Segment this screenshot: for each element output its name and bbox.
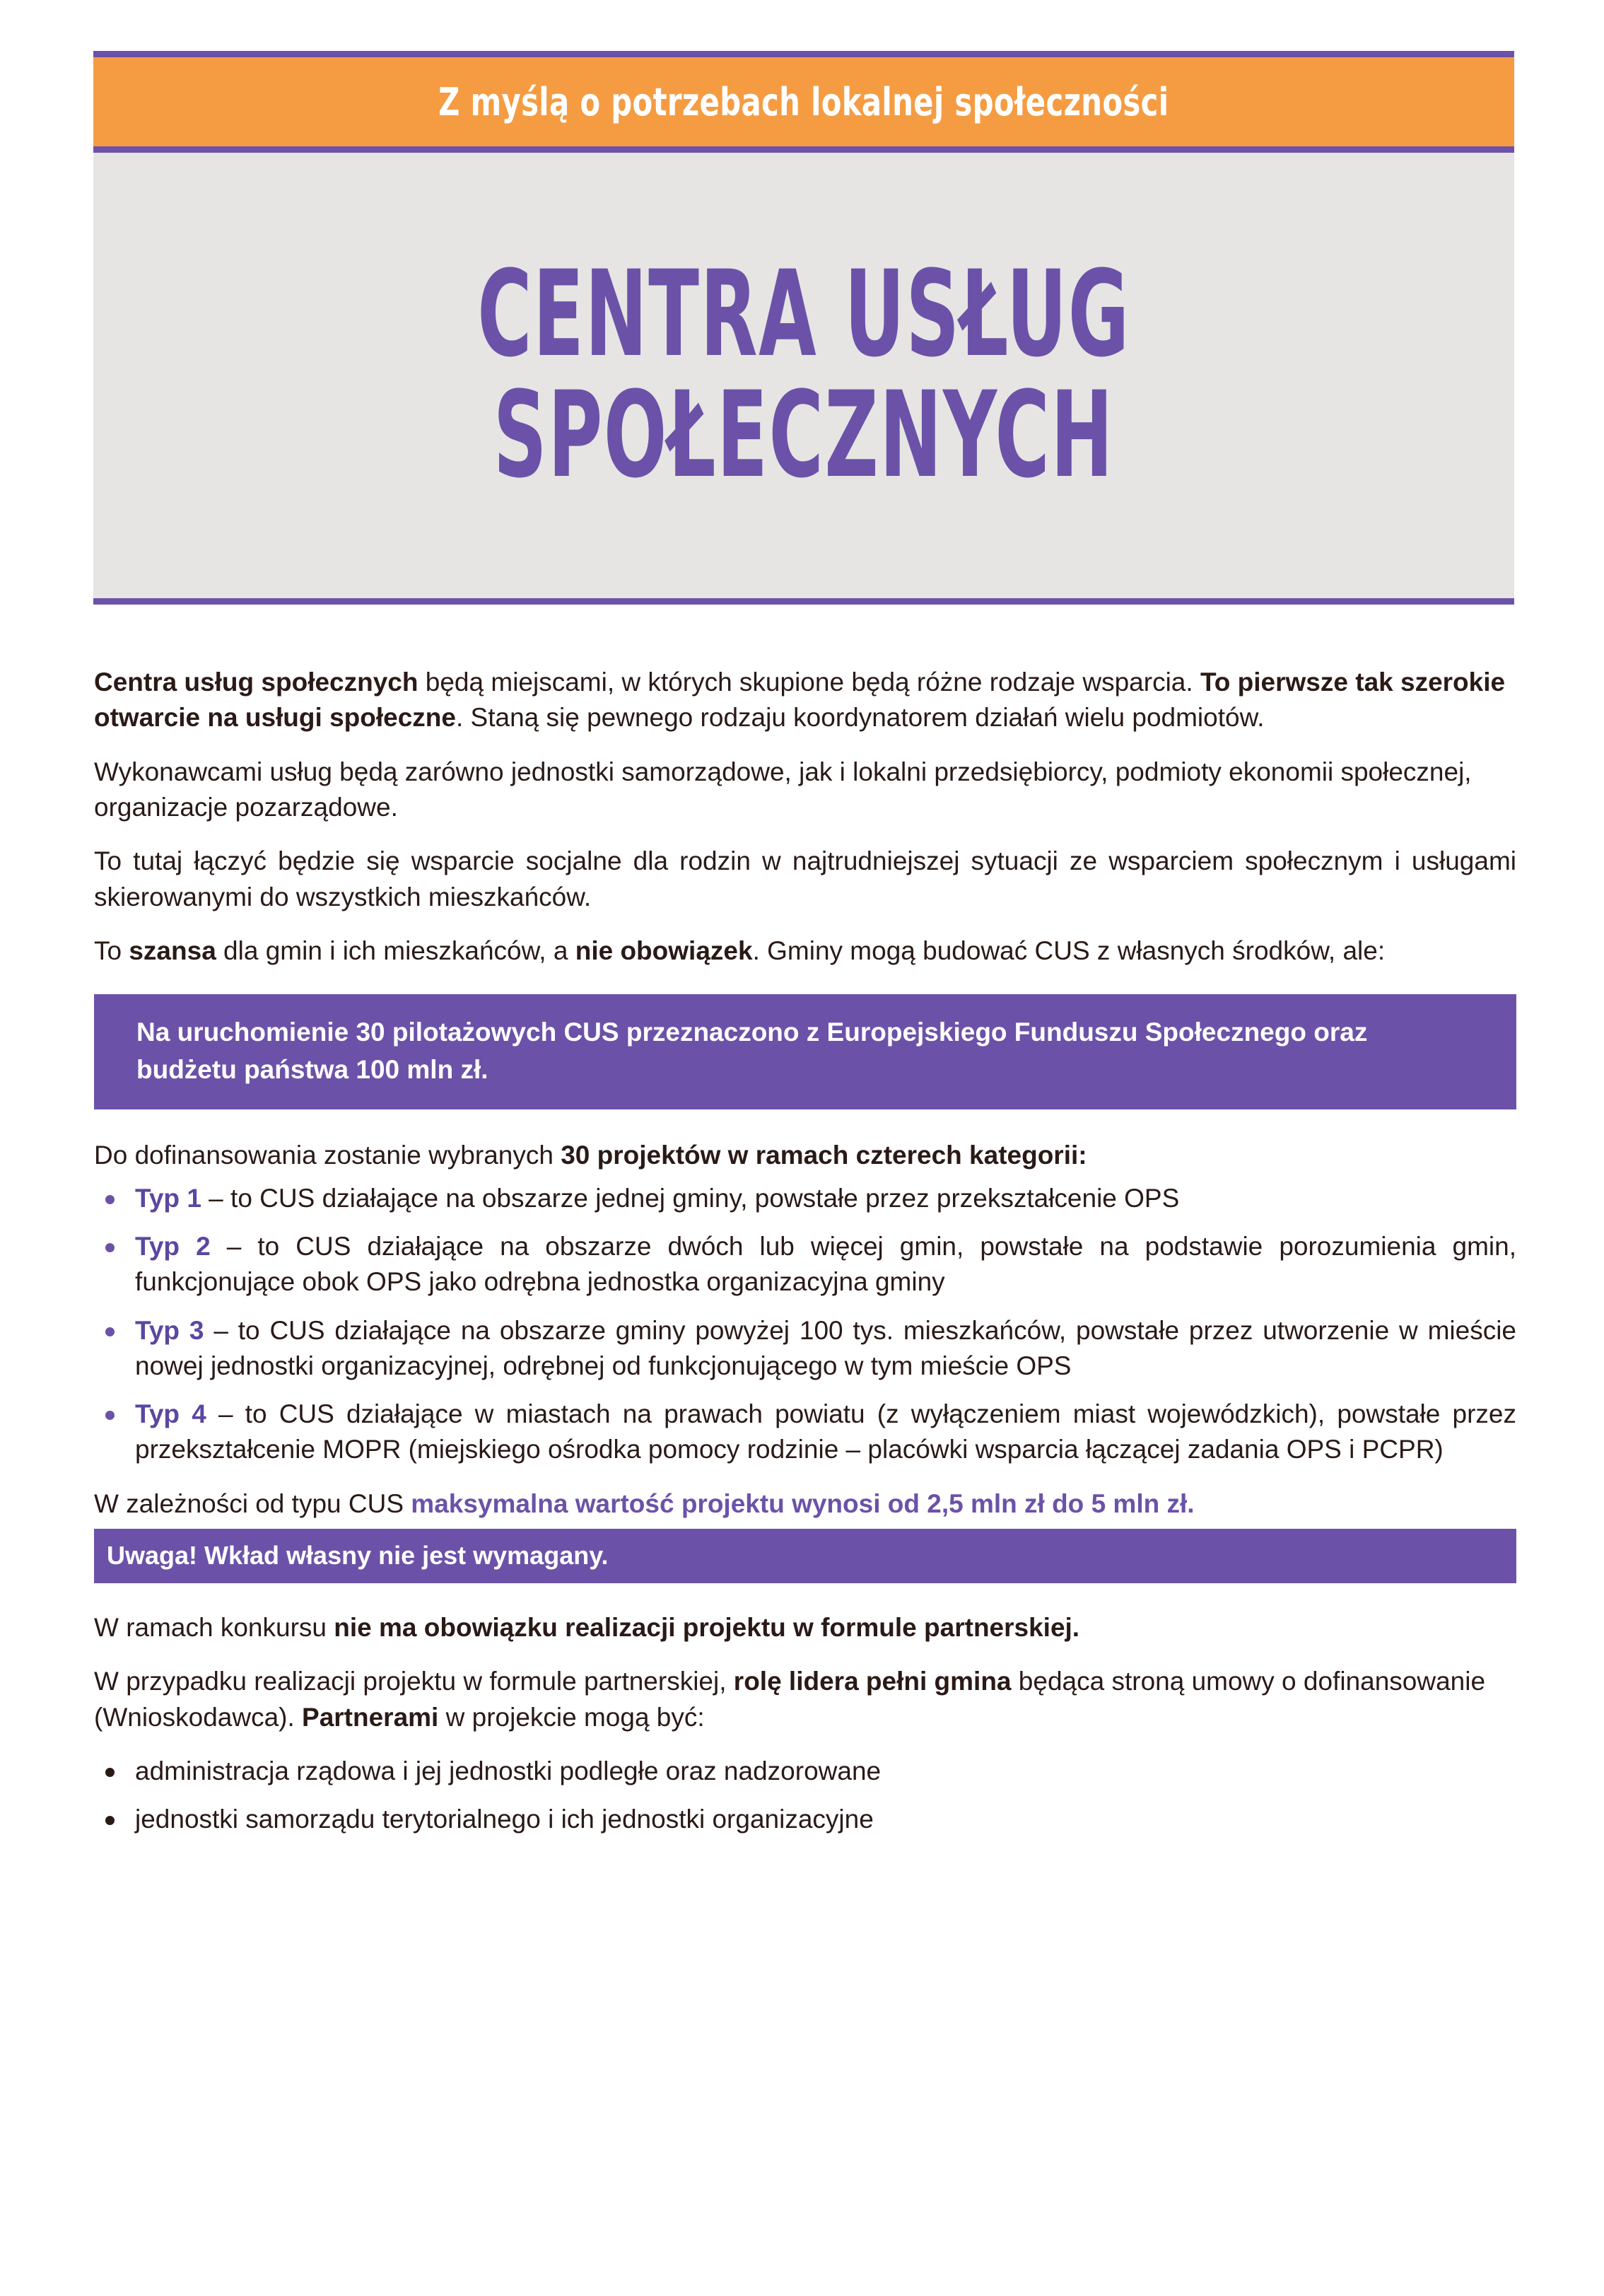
category-text: – to CUS działające na obszarze gminy powyżej 100 tys. mieszkańców, powstałe przez utworzenie w mieście nowej jednostki organizacyjnej, odrębnej od funkcjonującego w tym mieście OPS xyxy=(135,1315,1516,1380)
header-bottom-rule xyxy=(93,146,1514,153)
opportunity-bold-obligation: nie obowiązek xyxy=(575,936,753,965)
intro-paragraph xyxy=(94,665,1516,736)
category-label: Typ 3 xyxy=(135,1315,204,1345)
title-panel xyxy=(93,153,1514,598)
page-title-line-1: CENTRA USŁUG xyxy=(477,245,1130,384)
intro-text-mid: będą miejscami, w których skupione będą różne rodzaje wsparcia. xyxy=(418,668,1200,697)
category-label: Typ 2 xyxy=(135,1231,211,1261)
banner-tagline: Z myślą o potrzebach lokalnej społeczności xyxy=(438,79,1169,124)
partnership-leader-paragraph xyxy=(94,1664,1516,1735)
partners-list xyxy=(94,1754,1516,1838)
opportunity-tail: . Gminy mogą budować CUS z własnych środków, ale: xyxy=(752,936,1386,965)
providers-paragraph: Wykonawcami usług będą zarówno jednostki samorządowe, jak i lokalni przedsiębiorcy, podmioty ekonomii społecznej, organizacje pozarządowe. xyxy=(94,757,1472,822)
opportunity-mid: dla gmin i ich mieszkańców, a xyxy=(216,936,575,965)
partnership-optional-pre: W ramach konkursu xyxy=(94,1613,334,1643)
project-value-highlight: maksymalna wartość projektu wynosi od 2,5 mln zł do 5 mln zł. xyxy=(411,1488,1195,1518)
list-item xyxy=(94,1313,1516,1385)
category-text: – to CUS działające na obszarze jednej gminy, powstałe przez przekształcenie OPS xyxy=(201,1183,1180,1213)
category-text: – to CUS działające w miastach na prawach powiatu (z wyłączeniem miast wojewódzkich), powstałe przez przekształcenie MOPR (miejskiego ośrodka pomocy rodzinie – placówki wsparcia łączącej zadania OPS i PCPR) xyxy=(135,1399,1516,1464)
categories-intro xyxy=(94,1138,1516,1173)
callout-funding: Na uruchomienie 30 pilotażowych CUS przeznaczono z Europejskiego Funduszu Społecznego oraz budżetu państwa 100 mln zł. xyxy=(94,994,1516,1109)
partnership-optional-bold: nie ma obowiązku realizacji projektu w formule partnerskiej. xyxy=(334,1613,1080,1643)
opportunity-bold-chance: szansa xyxy=(129,936,216,965)
document-header xyxy=(93,51,1514,605)
title-panel-bottom-rule xyxy=(93,598,1514,605)
partnership-leader-tail: w projekcie mogą być: xyxy=(438,1702,705,1732)
project-value-prefix: W zależności od typu CUS xyxy=(94,1488,411,1518)
page-title-line-2: SPOŁECZNYCH xyxy=(493,366,1115,505)
partnership-leader-pre: W przypadku realizacji projektu w formule partnerskiej, xyxy=(94,1667,734,1696)
opportunity-pre: To xyxy=(94,936,129,965)
intro-text-tail: . Staną się pewnego rodzaju koordynatorem działań wielu podmiotów. xyxy=(455,703,1265,733)
scope-paragraph: To tutaj łączyć będzie się wsparcie socjalne dla rodzin w najtrudniejszej sytuacji ze wsparciem społecznym i usługami skierowanymi do wszystkich mieszkańców. xyxy=(94,846,1516,911)
header-top-rule xyxy=(93,51,1514,57)
list-item xyxy=(94,1229,1516,1300)
partners-bold: Partnerami xyxy=(302,1702,439,1732)
list-item xyxy=(94,1397,1516,1468)
intro-bold-lead: Centra usług społecznych xyxy=(94,668,418,697)
category-text: – to CUS działające na obszarze dwóch lub więcej gmin, powstałe na podstawie porozumienia gmin, funkcjonujące obok OPS jako odrębna jednostka organizacyjna gminy xyxy=(135,1231,1516,1297)
header-banner xyxy=(93,57,1514,146)
categories-intro-bold: 30 projektów w ramach czterech kategorii: xyxy=(561,1141,1087,1170)
callout-own-contribution-note: Uwaga! Wkład własny nie jest wymagany. xyxy=(94,1529,1516,1583)
category-list xyxy=(94,1181,1516,1468)
category-label: Typ 4 xyxy=(135,1399,206,1429)
project-value-paragraph xyxy=(94,1486,1516,1522)
list-item: administracja rządowa i jej jednostki podległe oraz nadzorowane xyxy=(94,1754,1516,1789)
category-label: Typ 1 xyxy=(135,1183,201,1213)
partnership-optional-paragraph xyxy=(94,1610,1516,1645)
document-body xyxy=(94,665,1516,1856)
partnership-leader-bold: rolę lidera pełni gmina xyxy=(733,1667,1012,1696)
list-item: jednostki samorządu terytorialnego i ich jednostki organizacyjne xyxy=(94,1802,1516,1837)
opportunity-paragraph xyxy=(94,933,1516,969)
list-item xyxy=(94,1181,1516,1216)
categories-intro-pre: Do dofinansowania zostanie wybranych xyxy=(94,1141,561,1170)
partnership-leader-mid: będąca stroną umowy o dofinansowanie (Wnioskodawca). xyxy=(94,1667,1486,1732)
intro-bold-second: To pierwsze tak szerokie otwarcie na usługi społeczne xyxy=(94,668,1506,733)
